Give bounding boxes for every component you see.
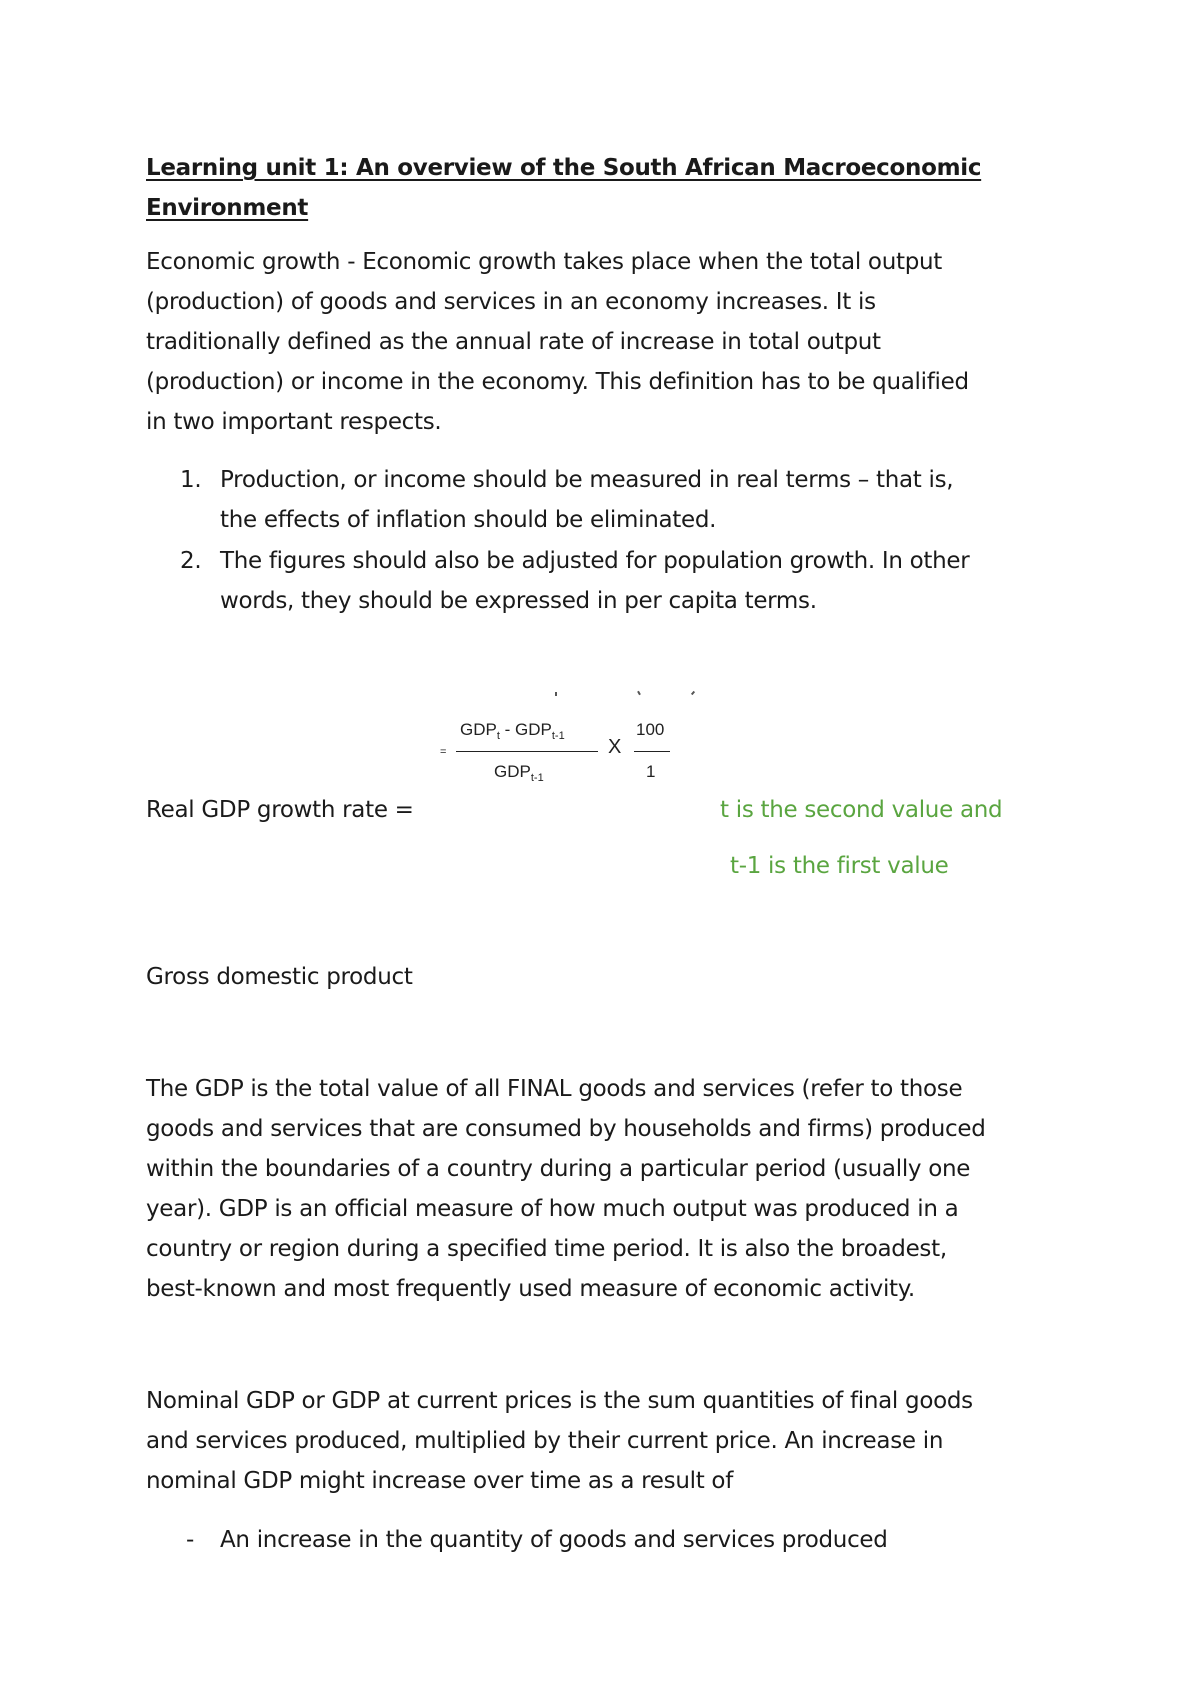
formula-note-line-1: t is the second value and (720, 797, 1003, 823)
list-item-line: words, they should be expressed in per capita terms. (220, 588, 817, 614)
formula-numerator (460, 720, 565, 742)
list-item-line: The figures should also be adjusted for population growth. In other (220, 548, 970, 574)
paragraph-line: country or region during a specified time period. It is also the broadest, (146, 1236, 947, 1262)
paragraph-line: goods and services that are consumed by households and firms) produced (146, 1116, 986, 1142)
paragraph-line: best-known and most frequently used measure of economic activity. (146, 1276, 915, 1302)
paragraph-line: Nominal GDP or GDP at current prices is the sum quantities of final goods (146, 1388, 973, 1414)
paragraph-line: year). GDP is an official measure of how much output was produced in a (146, 1196, 959, 1222)
learning-unit-heading (146, 148, 981, 228)
formula-term: GDP (515, 720, 552, 739)
formula-times: X (608, 736, 622, 758)
factor-numerator: 100 (636, 720, 665, 739)
formula-term: GDP (460, 720, 497, 739)
fraction-bar (456, 751, 598, 752)
heading-line-1: Learning unit 1: An overview of the South African Macroeconomic (146, 155, 982, 181)
nominal-gdp-paragraph (146, 1381, 973, 1501)
heading-line-2: Environment (146, 195, 309, 221)
formula-denominator (494, 762, 544, 784)
scan-artifact-mark (691, 691, 695, 695)
factor-denominator: 1 (646, 762, 656, 781)
list-number: 1. (180, 467, 202, 493)
scan-artifact-mark (555, 692, 557, 696)
list-item-line: the effects of inflation should be eliminated. (220, 507, 717, 533)
economic-growth-paragraph (146, 242, 969, 442)
paragraph-line: traditionally defined as the annual rate of increase in total output (146, 329, 881, 355)
formula-subscript: t-1 (551, 730, 565, 742)
bullet-item-text: An increase in the quantity of goods and services produced (220, 1527, 888, 1553)
formula-note-line-2: t-1 is the first value (730, 853, 949, 879)
gdp-growth-formula (440, 716, 680, 796)
paragraph-line: within the boundaries of a country during a particular period (usually one (146, 1156, 971, 1182)
formula-term: GDP (494, 762, 531, 781)
paragraph-line: The GDP is the total value of all FINAL goods and services (refer to those (146, 1076, 963, 1102)
formula-minus: - (499, 720, 516, 739)
formula-label: Real GDP growth rate = (146, 797, 414, 823)
paragraph-line: nominal GDP might increase over time as a result of (146, 1468, 734, 1494)
paragraph-line: in two important respects. (146, 409, 442, 435)
formula-subscript: t (496, 730, 500, 742)
formula-subscript: t-1 (530, 772, 544, 784)
scan-artifact-mark (637, 691, 641, 695)
formula-equals: = (440, 746, 447, 758)
list-item-text (220, 460, 953, 540)
gdp-section-title: Gross domestic product (146, 964, 413, 990)
bullet-marker: - (186, 1527, 194, 1553)
paragraph-line: Economic growth - Economic growth takes place when the total output (146, 249, 942, 275)
paragraph-line: (production) of goods and services in an economy increases. It is (146, 289, 876, 315)
paragraph-line: (production) or income in the economy. This definition has to be qualified (146, 369, 969, 395)
paragraph-line: and services produced, multiplied by their current price. An increase in (146, 1428, 944, 1454)
list-number: 2. (180, 548, 202, 574)
gdp-paragraph (146, 1069, 986, 1309)
list-item-line: Production, or income should be measured in real terms – that is, (220, 467, 954, 493)
list-item-text (220, 541, 969, 621)
fraction-bar (634, 751, 670, 752)
